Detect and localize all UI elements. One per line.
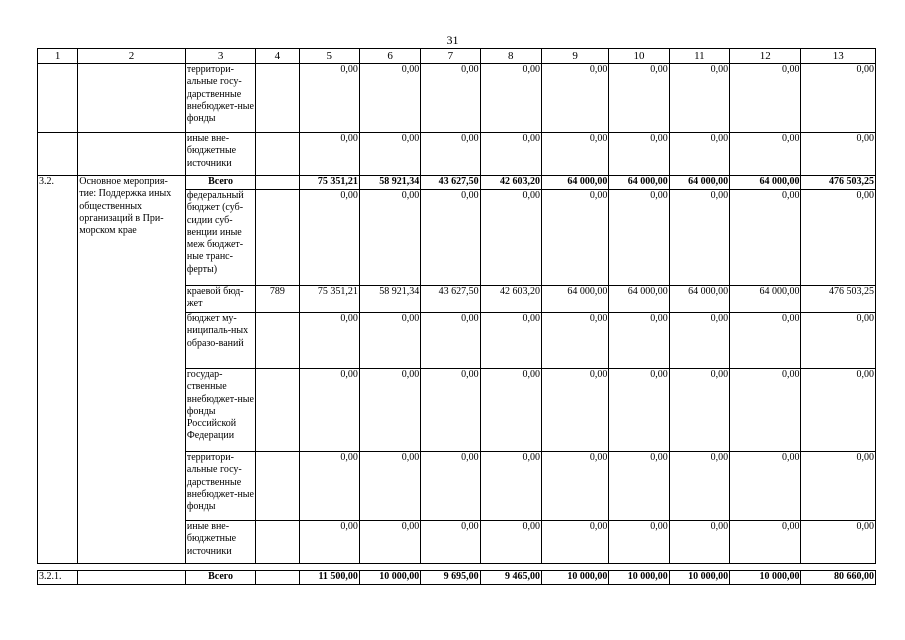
value-cell: 0,00	[480, 64, 541, 133]
value-cell: 0,00	[730, 521, 801, 564]
value-cell: 0,00	[730, 64, 801, 133]
value-cell: 0,00	[480, 313, 541, 369]
grbs-cell	[256, 571, 299, 585]
value-cell: 0,00	[609, 452, 669, 521]
funding-source: государ-ственные внебюджет-ные фонды Российской Федерации	[185, 369, 255, 452]
column-number: 7	[421, 49, 480, 64]
value-cell: 0,00	[541, 190, 608, 286]
value-cell: 0,00	[299, 313, 359, 369]
column-number: 13	[801, 49, 876, 64]
value-cell: 0,00	[541, 521, 608, 564]
column-number: 2	[78, 49, 186, 64]
column-number: 6	[359, 49, 420, 64]
value-cell: 0,00	[299, 133, 359, 176]
value-cell: 10 000,00	[359, 571, 420, 585]
value-cell: 0,00	[730, 133, 801, 176]
value-cell: 0,00	[730, 369, 801, 452]
value-cell: 476 503,25	[801, 286, 876, 313]
grbs-cell	[256, 313, 299, 369]
grbs-cell	[256, 133, 299, 176]
value-cell: 0,00	[669, 64, 729, 133]
value-cell: 0,00	[541, 133, 608, 176]
value-cell: 0,00	[669, 369, 729, 452]
funding-source: бюджет му-ниципаль-ных образо-ваний	[185, 313, 255, 369]
value-cell: 0,00	[359, 313, 420, 369]
value-cell: 0,00	[801, 133, 876, 176]
value-cell: 10 000,00	[609, 571, 669, 585]
value-cell: 43 627,50	[421, 286, 480, 313]
value-cell: 0,00	[421, 64, 480, 133]
grbs-cell: 789	[256, 286, 299, 313]
funding-source: краевой бюд-жет	[185, 286, 255, 313]
value-cell: 0,00	[299, 64, 359, 133]
value-cell: 10 000,00	[730, 571, 801, 585]
funding-source: территори-альные госу-дарственные внебюджет-ные фонды	[185, 64, 255, 133]
value-cell: 10 000,00	[669, 571, 729, 585]
value-cell: 0,00	[801, 369, 876, 452]
value-cell: 0,00	[299, 452, 359, 521]
table-row	[38, 64, 876, 133]
value-cell: 42 603,20	[480, 176, 541, 190]
value-cell: 64 000,00	[541, 176, 608, 190]
value-cell: 0,00	[359, 452, 420, 521]
column-number: 10	[609, 49, 669, 64]
value-cell: 9 695,00	[421, 571, 480, 585]
value-cell: 0,00	[541, 313, 608, 369]
funding-source: территори-альные госу-дарственные внебюджет-ные фонды	[185, 452, 255, 521]
page-number: 31	[446, 33, 459, 47]
value-cell: 0,00	[480, 190, 541, 286]
measure-code: 3.2.1.	[38, 571, 78, 585]
column-number: 11	[669, 49, 729, 64]
grbs-cell	[256, 64, 299, 133]
value-cell: 0,00	[730, 313, 801, 369]
value-cell: 0,00	[609, 64, 669, 133]
column-number: 8	[480, 49, 541, 64]
value-cell: 0,00	[359, 190, 420, 286]
value-cell: 0,00	[359, 133, 420, 176]
value-cell: 64 000,00	[730, 176, 801, 190]
value-cell: 9 465,00	[480, 571, 541, 585]
code-cell	[38, 133, 78, 176]
value-cell: 0,00	[421, 313, 480, 369]
value-cell: 0,00	[730, 452, 801, 521]
measure-code: 3.2.	[38, 176, 78, 564]
column-number-row	[38, 49, 876, 64]
grbs-cell	[256, 521, 299, 564]
value-cell: 0,00	[801, 521, 876, 564]
value-cell: 0,00	[480, 369, 541, 452]
column-number: 4	[256, 49, 299, 64]
value-cell: 0,00	[801, 452, 876, 521]
value-cell: 0,00	[299, 369, 359, 452]
grbs-cell	[256, 176, 299, 190]
value-cell: 0,00	[609, 521, 669, 564]
value-cell: 0,00	[480, 133, 541, 176]
name-cell	[78, 133, 186, 176]
value-cell: 43 627,50	[421, 176, 480, 190]
measure-name: Основное мероприя-тие: Поддержка иных общественных организаций в При-морском крае	[78, 176, 186, 564]
value-cell: 58 921,34	[359, 286, 420, 313]
funding-source: федеральный бюджет (суб-сидии суб-венции иные меж бюджет-ные транс-ферты)	[185, 190, 255, 286]
value-cell: 0,00	[541, 64, 608, 133]
value-cell: 0,00	[801, 190, 876, 286]
value-cell: 0,00	[480, 452, 541, 521]
value-cell: 0,00	[669, 133, 729, 176]
value-cell: 64 000,00	[669, 286, 729, 313]
value-cell: 64 000,00	[609, 286, 669, 313]
value-cell: 0,00	[730, 190, 801, 286]
value-cell: 0,00	[299, 521, 359, 564]
grbs-cell	[256, 190, 299, 286]
value-cell: 11 500,00	[299, 571, 359, 585]
funding-source: иные вне-бюджетные источники	[185, 521, 255, 564]
value-cell: 75 351,21	[299, 286, 359, 313]
value-cell: 0,00	[359, 64, 420, 133]
value-cell: 0,00	[421, 190, 480, 286]
value-cell: 0,00	[541, 452, 608, 521]
value-cell: 0,00	[359, 521, 420, 564]
measure-name	[78, 571, 186, 585]
table-row	[38, 133, 876, 176]
name-cell	[78, 64, 186, 133]
value-cell: 0,00	[541, 369, 608, 452]
column-number: 3	[185, 49, 255, 64]
total-label: Всего	[185, 176, 255, 190]
value-cell: 0,00	[669, 452, 729, 521]
value-cell: 0,00	[480, 521, 541, 564]
column-number: 12	[730, 49, 801, 64]
code-cell	[38, 64, 78, 133]
table-row	[38, 176, 876, 190]
value-cell: 10 000,00	[541, 571, 608, 585]
value-cell: 0,00	[609, 133, 669, 176]
total-label: Всего	[185, 571, 255, 585]
value-cell: 64 000,00	[730, 286, 801, 313]
value-cell: 80 660,00	[801, 571, 876, 585]
value-cell: 0,00	[359, 369, 420, 452]
grbs-cell	[256, 369, 299, 452]
value-cell: 42 603,20	[480, 286, 541, 313]
budget-table-continued	[37, 570, 876, 585]
column-number: 1	[38, 49, 78, 64]
value-cell: 0,00	[421, 133, 480, 176]
value-cell: 0,00	[421, 369, 480, 452]
value-cell: 0,00	[801, 64, 876, 133]
column-number: 9	[541, 49, 608, 64]
value-cell: 0,00	[299, 190, 359, 286]
value-cell: 64 000,00	[609, 176, 669, 190]
value-cell: 58 921,34	[359, 176, 420, 190]
value-cell: 75 351,21	[299, 176, 359, 190]
value-cell: 0,00	[609, 190, 669, 286]
value-cell: 0,00	[609, 313, 669, 369]
value-cell: 0,00	[609, 369, 669, 452]
budget-table	[37, 48, 876, 564]
column-number: 5	[299, 49, 359, 64]
value-cell: 0,00	[801, 313, 876, 369]
funding-source: иные вне-бюджетные источники	[185, 133, 255, 176]
value-cell: 0,00	[669, 521, 729, 564]
value-cell: 64 000,00	[669, 176, 729, 190]
value-cell: 0,00	[421, 452, 480, 521]
value-cell: 0,00	[669, 313, 729, 369]
value-cell: 64 000,00	[541, 286, 608, 313]
grbs-cell	[256, 452, 299, 521]
value-cell: 476 503,25	[801, 176, 876, 190]
value-cell: 0,00	[669, 190, 729, 286]
value-cell: 0,00	[421, 521, 480, 564]
table-row	[38, 571, 876, 585]
